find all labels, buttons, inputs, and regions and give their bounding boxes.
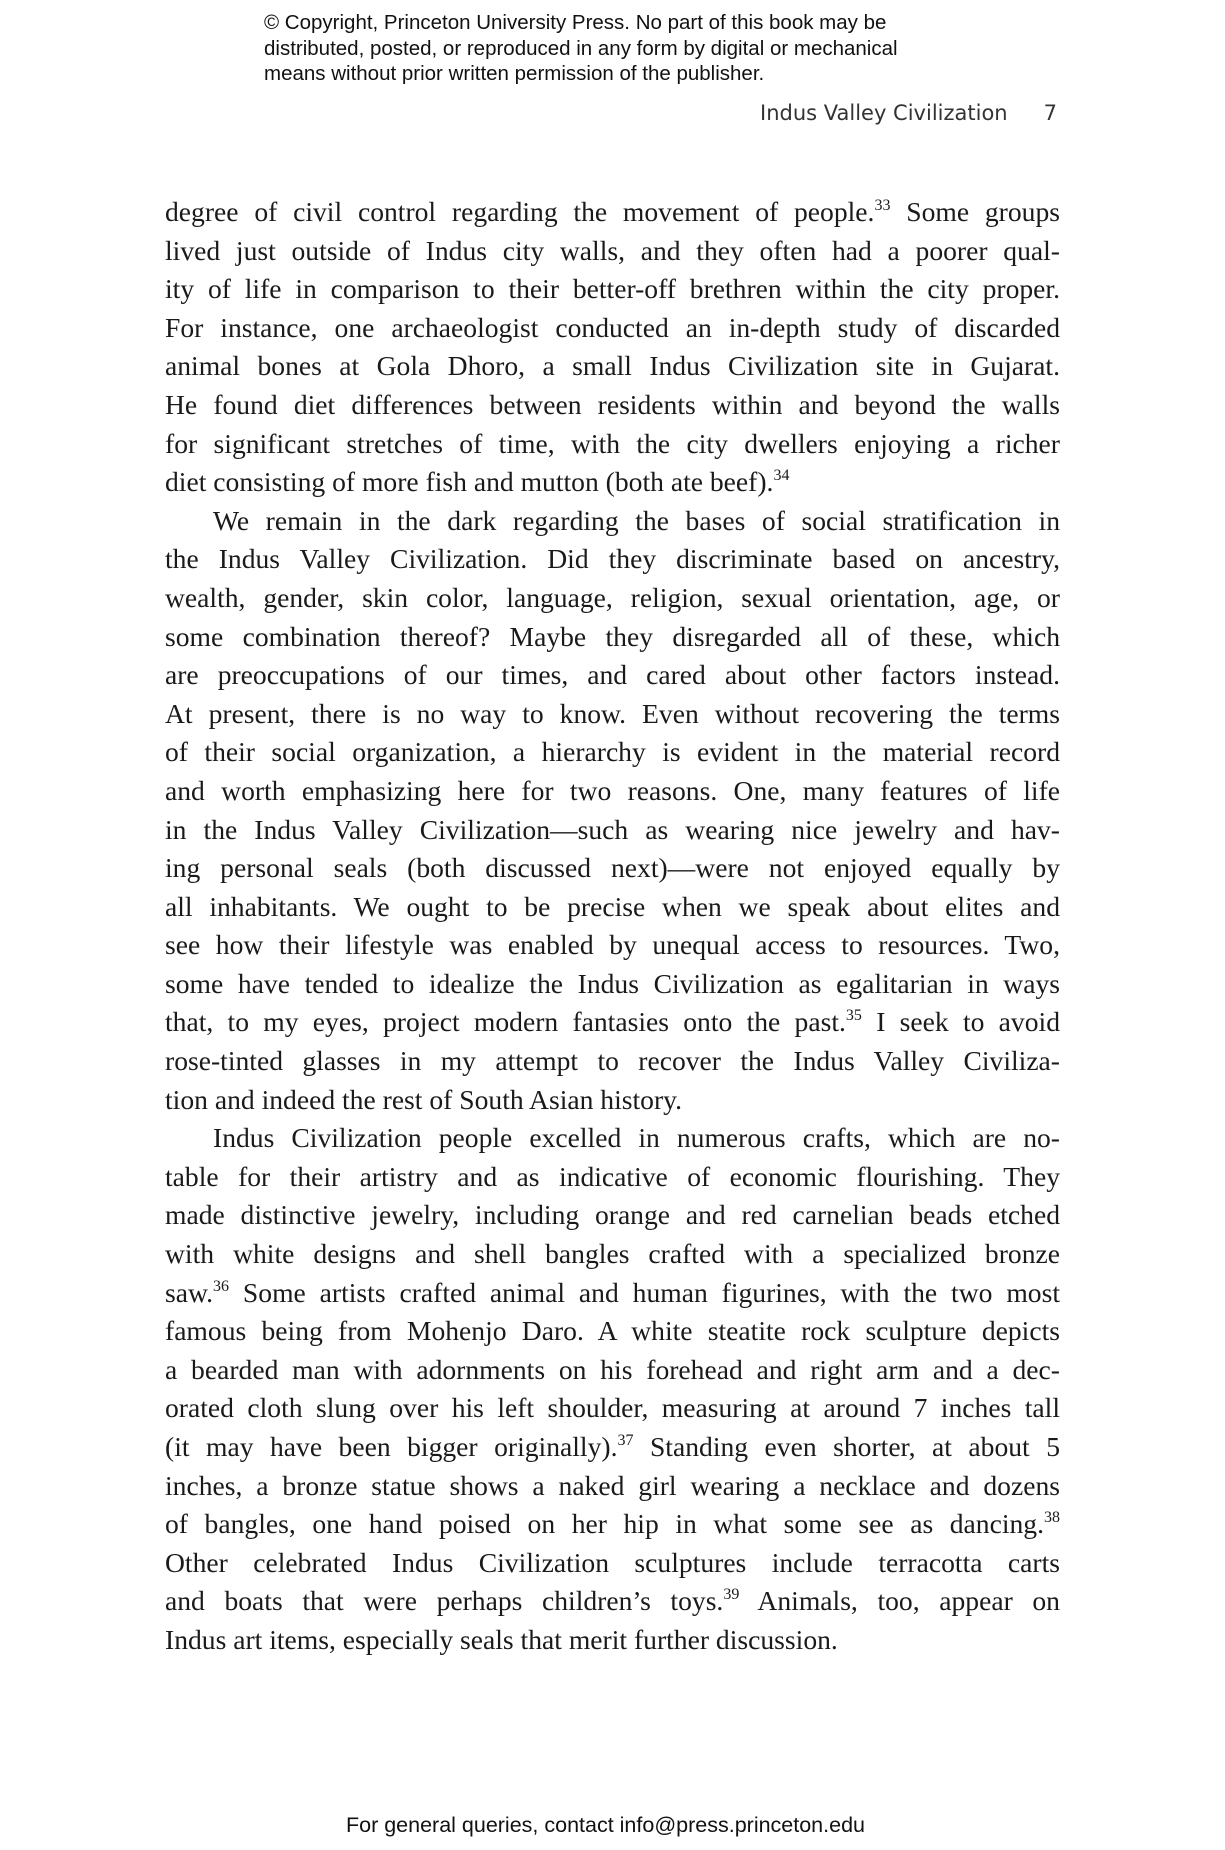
text-line: a bearded man with adornments on his forehead and right arm and a dec- [165,1353,1060,1385]
text-line: all inhabitants. We ought to be precise when we speak about elites and [165,890,1060,922]
text-line: ity of life in comparison to their better-off brethren within the city proper. [165,273,1060,305]
text-line: that, to my eyes, project modern fantasies onto the past.$^{35}$ I seek to avoid [165,1006,1060,1038]
footnote-ref[interactable]: 39 [723,1586,740,1604]
text-line: are preoccupations of our times, and cared about other factors instead. [165,659,1060,691]
text-line: Indus Civilization people excelled in numerous crafts, which are no- [213,1122,1060,1154]
text-line: rose-tinted glasses in my attempt to recover the Indus Valley Civiliza- [165,1045,1060,1077]
text-line: see how their lifestyle was enabled by unequal access to resources. Two, [165,929,1060,961]
text-line: made distinctive jewelry, including orange and red carnelian beads etched [165,1199,1060,1231]
footnote-ref[interactable]: 37 [617,1432,634,1449]
copyright-line: means without prior written permission of the publisher. [264,62,765,85]
footnote-ref[interactable]: 38 [1044,1509,1060,1527]
text-line: famous being from Mohenjo Daro. A white steatite rock sculpture depicts [165,1315,1060,1347]
text-line: of bangles, one hand poised on her hip in what some see as dancing.$^{38}$ [165,1508,1060,1540]
text-line: animal bones at Gola Dhoro, a small Indus Civilization site in Gujarat. [165,350,1060,382]
text-line: for significant stretches of time, with the city dwellers enjoying a richer [165,427,1060,459]
text-line: He found diet differences between residents within and beyond the walls [165,388,1060,420]
text-line: lived just outside of Indus city walls, and they often had a poorer qual- [165,234,1060,266]
text-line: in the Indus Valley Civilization—such as wearing nice jewelry and hav- [165,813,1060,845]
text-line: ing personal seals (both discussed next)—were not enjoyed equally by [165,852,1060,884]
text-line: degree of civil control regarding the movement of people.$^{33}$ Some groups [165,196,1060,227]
text-line: table for their artistry and as indicative of economic flourishing. They [165,1160,1060,1192]
footnote-ref[interactable]: 34 [773,467,790,485]
text-line: diet consisting of more fish and mutton (both ate beef).$^{34}$ [165,466,790,498]
text-line: tion and indeed the rest of South Asian history. [165,1083,683,1115]
text-line: At present, there is no way to know. Even without recovering the terms [165,697,1060,729]
text-line: of their social organization, a hierarchy is evident in the material record [165,736,1060,768]
text-line: and worth emphasizing here for two reasons. One, many features of life [165,774,1060,806]
text-line: For instance, one archaeologist conducted an in-depth study of discarded [165,311,1060,343]
footer-text: For general queries, contact info@press.princeton.edu [345,1813,865,1837]
text-line: some have tended to idealize the Indus Civilization as egalitarian in ways [165,967,1060,999]
body-text [165,193,1060,1660]
text-line: wealth, gender, skin color, language, religion, sexual orientation, age, or [165,581,1060,613]
text-line: the Indus Valley Civilization. Did they discriminate based on ancestry, [165,543,1060,575]
copyright-notice [264,10,1024,87]
footer-contact [0,1812,1225,1838]
footnote-ref[interactable]: 36 [213,1277,230,1295]
text-line: some combination thereof? Maybe they disregarded all of these, which [165,620,1060,652]
text-line: saw.$^{36}$ Some artists crafted animal and human figurines, with the two most [165,1276,1060,1308]
text-line: Indus art items, especially seals that merit further discussion. [165,1623,838,1655]
text-line: inches, a bronze statue shows a naked girl wearing a necklace and dozens [165,1469,1060,1501]
text-line: with white designs and shell bangles crafted with a specialized bronze [165,1238,1060,1270]
copyright-line: © Copyright, Princeton University Press. No part of this book may be [264,11,887,34]
text-line: orated cloth slung over his left shoulder, measuring at around 7 inches tall [165,1392,1060,1424]
text-line: Other celebrated Indus Civilization sculptures include terracotta carts [165,1546,1060,1578]
page-number: 7 [1043,101,1057,125]
copyright-line: distributed, posted, or reproduced in any form by digital or mechanical [264,36,898,60]
footnote-ref[interactable]: 33 [874,197,891,214]
text-line: and boats that were perhaps children’s toys.$^{39}$ Animals, too, appear on [165,1585,1060,1617]
text-line: We remain in the dark regarding the bases of social stratification in [213,504,1060,536]
text-line: (it may have been bigger originally).$^{37}$ Standing even shorter, at about 5 [165,1431,1060,1462]
footnote-ref[interactable]: 35 [845,1007,862,1025]
running-head-title: Indus Valley Civilization [760,101,1008,125]
